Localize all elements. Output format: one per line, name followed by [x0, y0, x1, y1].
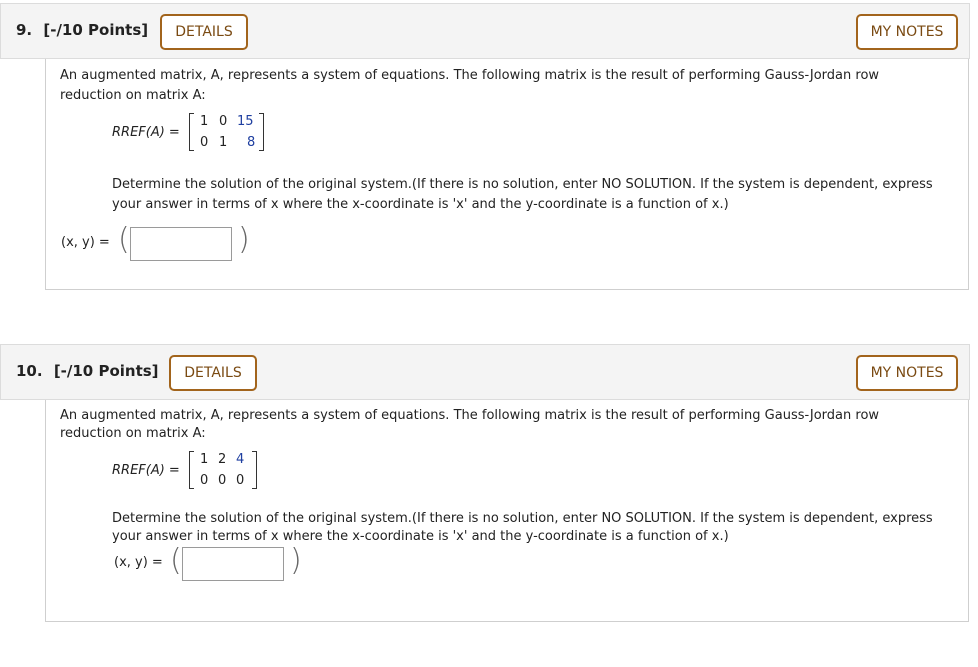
question-9-header: [0, 3, 970, 59]
question-number: 10.: [16, 362, 43, 380]
question-10-body: [45, 400, 969, 622]
my-notes-button[interactable]: MY NOTES: [856, 355, 958, 391]
matrix-cell: 0: [200, 473, 209, 488]
rref-label: RREF(A) =: [112, 463, 180, 478]
matrix-cell: 1: [200, 452, 209, 467]
matrix-left-bracket: [189, 451, 194, 489]
question-10-instructions: Determine the solution of the original system.(If there is no solution, enter NO SOLUTION. If the system is dependent, express your answer in terms of x where the x-coordinate is 'x' and the y-coordinate is a function of x.): [112, 511, 933, 544]
question-points: [-/10 Points]: [43, 21, 149, 39]
answer-input[interactable]: [130, 227, 232, 261]
my-notes-button[interactable]: MY NOTES: [856, 14, 958, 50]
matrix-left-bracket: [189, 113, 194, 151]
question-9-body: [45, 59, 969, 290]
question-10-intro: An augmented matrix, A, represents a system of equations. The following matrix is the result of performing Gauss-Jordan row reduction on matrix A:: [60, 408, 880, 441]
right-paren: ): [290, 543, 302, 578]
question-number: 9.: [16, 21, 33, 39]
matrix-cell: 0: [236, 473, 245, 488]
matrix-cell: 0: [219, 114, 228, 129]
question-9-title: [16, 21, 148, 39]
matrix-cell: 2: [218, 452, 227, 467]
left-paren: (: [118, 222, 130, 257]
answer-label: (x, y) =: [114, 555, 163, 570]
matrix-cell: 0: [200, 135, 209, 150]
matrix-cell: 1: [219, 135, 228, 150]
matrix-cell-augmented: 8: [247, 135, 256, 150]
matrix-right-bracket: [259, 113, 264, 151]
rref-label: RREF(A) =: [112, 125, 180, 140]
right-paren: ): [238, 222, 250, 257]
answer-input[interactable]: [182, 547, 284, 581]
question-9-instructions: Determine the solution of the original system.(If there is no solution, enter NO SOLUTION. If the system is dependent, express your answer in terms of x where the x-coordinate is 'x' and the y-coordinate is a function of x.): [112, 177, 933, 212]
question-10-title: [16, 362, 159, 380]
matrix-cell: 0: [218, 473, 227, 488]
matrix-cell-augmented: 15: [237, 114, 254, 129]
matrix-right-bracket: [252, 451, 257, 489]
details-button[interactable]: DETAILS: [160, 14, 248, 50]
question-points: [-/10 Points]: [53, 362, 159, 380]
left-paren: (: [170, 543, 182, 578]
question-10-header: [0, 344, 970, 400]
details-button[interactable]: DETAILS: [169, 355, 257, 391]
matrix-cell-augmented: 4: [236, 452, 245, 467]
question-9-intro: An augmented matrix, A, represents a system of equations. The following matrix is the result of performing Gauss-Jordan row reduction on matrix A:: [60, 68, 880, 103]
rref-matrix: [189, 113, 265, 151]
matrix-cell: 1: [200, 114, 209, 129]
answer-label: (x, y) =: [61, 235, 110, 250]
rref-matrix: [189, 451, 257, 489]
